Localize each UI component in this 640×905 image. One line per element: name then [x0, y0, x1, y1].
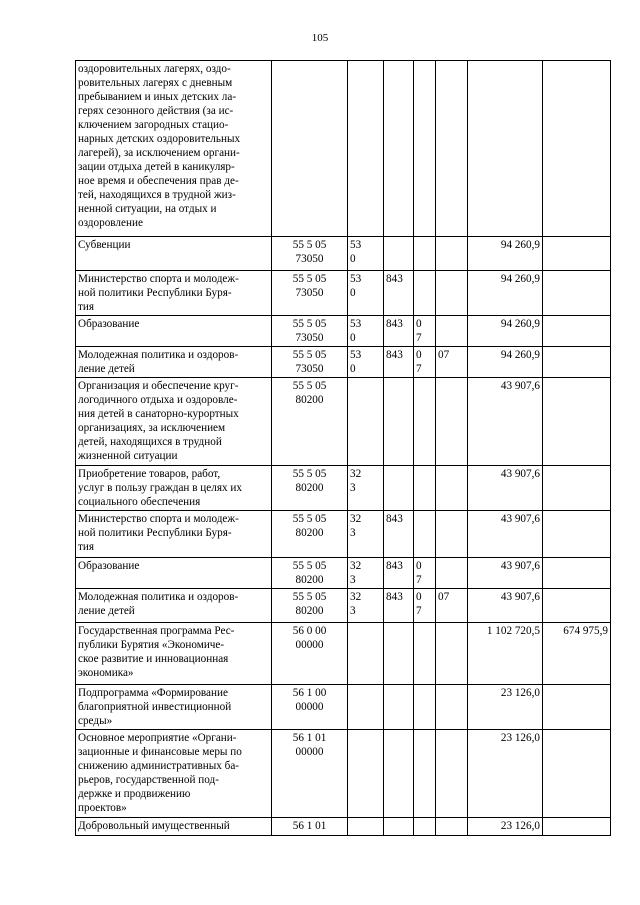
row-rz-cell [414, 685, 436, 730]
cell-line: социального обеспечения [78, 496, 201, 508]
table-row [76, 378, 611, 466]
cell-line: 55 5 05 [292, 560, 327, 572]
cell-line: пребыванием и иных детских ла- [78, 91, 237, 103]
row-sum2-cell [543, 466, 611, 511]
cell-line: 00000 [295, 701, 324, 713]
table-row [76, 685, 611, 730]
cell-line: Молодежная политика и оздоров- [78, 591, 239, 603]
row-rz-cell [414, 466, 436, 511]
row-name-cell [76, 316, 272, 347]
row-rz-cell [414, 558, 436, 589]
row-code-cell [272, 589, 348, 623]
row-pr-cell [436, 685, 468, 730]
cell-line: 53 [350, 318, 362, 330]
row-rz-cell [414, 271, 436, 316]
cell-line: Добровольный имущественный [78, 820, 230, 832]
row-rz-cell [414, 730, 436, 818]
cell-line: 7 [416, 605, 422, 617]
cell-line: 3 [350, 605, 356, 617]
row-sum2-cell [543, 558, 611, 589]
budget-table [75, 60, 611, 836]
row-sum2-cell [543, 271, 611, 316]
page-number: 105 [311, 32, 329, 44]
cell-line: 0 [416, 560, 422, 572]
cell-line: 55 5 05 [292, 318, 327, 330]
row-sum1-cell: 23 126,0 [468, 730, 543, 818]
row-sum1-cell: 94 260,9 [468, 347, 543, 378]
row-sum1-cell: 43 907,6 [468, 558, 543, 589]
row-pr-cell [436, 818, 468, 836]
row-name-cell [76, 347, 272, 378]
row-grbs-cell: 843 [384, 316, 414, 347]
row-sum1-cell: 43 907,6 [468, 511, 543, 558]
cell-line: 0 [350, 332, 356, 344]
row-name-cell [76, 61, 272, 237]
row-grbs-cell [384, 378, 414, 466]
cell-line: 3 [350, 574, 356, 586]
row-code-cell [272, 271, 348, 316]
table-row [76, 61, 611, 237]
row-sum1-cell: 23 126,0 [468, 818, 543, 836]
table-row [76, 511, 611, 558]
cell-line: 32 [350, 513, 362, 525]
row-kvr-cell [348, 623, 384, 685]
cell-line: 80200 [295, 482, 324, 494]
table-row [76, 558, 611, 589]
table-row [76, 623, 611, 685]
cell-line: 3 [350, 482, 356, 494]
row-sum2-cell [543, 378, 611, 466]
cell-line: 80200 [295, 574, 324, 586]
row-pr-cell: 07 [436, 589, 468, 623]
cell-line: 56 1 01 [292, 732, 327, 744]
row-code-cell [272, 623, 348, 685]
row-sum2-cell [543, 316, 611, 347]
row-rz-cell [414, 347, 436, 378]
row-sum2-cell [543, 61, 611, 237]
row-sum1-cell: 1 102 720,5 [468, 623, 543, 685]
cell-line: зации отдыха детей в каникуляр- [78, 161, 235, 173]
row-pr-cell [436, 466, 468, 511]
row-rz-cell [414, 818, 436, 836]
cell-line: тия [78, 301, 95, 313]
table-row [76, 237, 611, 271]
cell-line: 55 5 05 [292, 273, 327, 285]
cell-line: нарных детских оздоровительных [78, 133, 241, 145]
row-sum2-cell: 674 975,9 [543, 623, 611, 685]
row-name-cell [76, 378, 272, 466]
cell-line: 55 5 05 [292, 591, 327, 603]
row-name-cell [76, 466, 272, 511]
row-code-cell [272, 685, 348, 730]
row-kvr-cell [348, 589, 384, 623]
cell-line: лагерей), за исключением органи- [78, 147, 240, 159]
row-kvr-cell [348, 347, 384, 378]
row-code-cell [272, 237, 348, 271]
row-pr-cell [436, 316, 468, 347]
row-grbs-cell: 843 [384, 589, 414, 623]
cell-line: 0 [416, 349, 422, 361]
row-code-cell [272, 316, 348, 347]
row-sum1-cell: 23 126,0 [468, 685, 543, 730]
cell-line: рьеров, государственной под- [78, 774, 219, 786]
table-row [76, 271, 611, 316]
table-row [76, 316, 611, 347]
row-kvr-cell [348, 558, 384, 589]
cell-line: ровительных лагерях с дневным [78, 77, 233, 89]
cell-line: Образование [78, 560, 140, 572]
row-grbs-cell [384, 818, 414, 836]
cell-line: 7 [416, 332, 422, 344]
cell-line: экономика» [78, 667, 134, 679]
cell-line: 80200 [295, 527, 324, 539]
cell-line: 55 5 05 [292, 513, 327, 525]
row-kvr-cell [348, 818, 384, 836]
cell-line: ненной ситуации, на отдых и [78, 203, 217, 215]
cell-line: 55 5 05 [292, 349, 327, 361]
row-kvr-cell [348, 511, 384, 558]
cell-line: Приобретение товаров, работ, [78, 468, 221, 480]
cell-line: 00000 [295, 639, 324, 651]
cell-line: жизненной ситуации [78, 450, 178, 462]
row-grbs-cell [384, 237, 414, 271]
cell-line: Субвенции [78, 239, 131, 251]
cell-line: 7 [416, 574, 422, 586]
row-name-cell [76, 511, 272, 558]
row-rz-cell [414, 61, 436, 237]
cell-line: Министерство спорта и молодеж- [78, 513, 239, 525]
cell-line: 0 [416, 591, 422, 603]
cell-line: ление детей [78, 605, 135, 617]
row-code-cell [272, 347, 348, 378]
row-name-cell [76, 730, 272, 818]
row-grbs-cell: 843 [384, 558, 414, 589]
cell-line: герях сезонного действия (за ис- [78, 105, 234, 117]
cell-line: организациях, за исключением [78, 422, 226, 434]
row-sum1-cell: 94 260,9 [468, 316, 543, 347]
cell-line: 55 5 05 [292, 468, 327, 480]
cell-line: 55 5 05 [292, 239, 327, 251]
row-kvr-cell [348, 61, 384, 237]
row-rz-cell [414, 623, 436, 685]
cell-line: тей, находящихся в трудной жиз- [78, 189, 236, 201]
row-sum1-cell: 43 907,6 [468, 589, 543, 623]
table-row [76, 347, 611, 378]
table-row [76, 589, 611, 623]
row-grbs-cell [384, 623, 414, 685]
row-code-cell [272, 730, 348, 818]
cell-line: 55 5 05 [292, 380, 327, 392]
row-sum1-cell: 94 260,9 [468, 237, 543, 271]
row-kvr-cell [348, 316, 384, 347]
row-rz-cell [414, 589, 436, 623]
row-code-cell [272, 511, 348, 558]
cell-line: 73050 [295, 287, 324, 299]
table-row [76, 466, 611, 511]
row-pr-cell [436, 237, 468, 271]
cell-line: 73050 [295, 332, 324, 344]
cell-line: ное время и обеспечения прав де- [78, 175, 239, 187]
cell-line: 53 [350, 273, 362, 285]
row-rz-cell [414, 237, 436, 271]
cell-line: среды» [78, 715, 113, 727]
row-name-cell [76, 589, 272, 623]
row-name-cell [76, 237, 272, 271]
row-sum2-cell [543, 589, 611, 623]
row-pr-cell [436, 378, 468, 466]
row-name-cell [76, 818, 272, 836]
cell-line: 73050 [295, 363, 324, 375]
row-kvr-cell [348, 271, 384, 316]
cell-line: благоприятной инвестиционной [78, 701, 232, 713]
row-kvr-cell [348, 378, 384, 466]
row-code-cell [272, 61, 348, 237]
cell-line: Подпрограмма «Формирование [78, 687, 228, 699]
cell-line: 3 [350, 527, 356, 539]
cell-line: Государственная программа Рес- [78, 625, 235, 637]
row-code-cell [272, 466, 348, 511]
cell-line: 73050 [295, 253, 324, 265]
row-pr-cell [436, 61, 468, 237]
budget-table-body [76, 61, 611, 836]
row-sum2-cell [543, 730, 611, 818]
cell-line: ной политики Республики Буря- [78, 527, 232, 539]
row-kvr-cell [348, 685, 384, 730]
row-sum1-cell: 43 907,6 [468, 378, 543, 466]
cell-line: Образование [78, 318, 140, 330]
cell-line: Министерство спорта и молодеж- [78, 273, 239, 285]
cell-line: Молодежная политика и оздоров- [78, 349, 239, 361]
cell-line: держке и продвижению [78, 788, 191, 800]
cell-line: Основное мероприятие «Органи- [78, 732, 237, 744]
table-row [76, 730, 611, 818]
row-kvr-cell [348, 730, 384, 818]
cell-line: ния детей в санаторно-курортных [78, 408, 239, 420]
cell-line: 0 [416, 318, 422, 330]
cell-line: оздоровительных лагерях, оздо- [78, 63, 231, 75]
cell-line: Организация и обеспечение круг- [78, 380, 239, 392]
cell-line: оздоровление [78, 217, 143, 229]
row-sum1-cell [468, 61, 543, 237]
row-sum2-cell [543, 347, 611, 378]
cell-line: услуг в пользу граждан в целях их [78, 482, 242, 494]
row-pr-cell [436, 511, 468, 558]
cell-line: ское развитие и инновационная [78, 653, 229, 665]
cell-line: ключением загородных стацио- [78, 119, 229, 131]
row-kvr-cell [348, 466, 384, 511]
cell-line: 0 [350, 287, 356, 299]
cell-line: ление детей [78, 363, 135, 375]
cell-line: снижению административных ба- [78, 760, 240, 772]
cell-line: 56 1 00 [292, 687, 327, 699]
cell-line: 56 0 00 [292, 625, 327, 637]
row-grbs-cell: 843 [384, 347, 414, 378]
row-sum2-cell [543, 818, 611, 836]
cell-line: 00000 [295, 746, 324, 758]
row-pr-cell [436, 730, 468, 818]
row-sum2-cell [543, 237, 611, 271]
row-sum2-cell [543, 511, 611, 558]
row-grbs-cell: 843 [384, 511, 414, 558]
cell-line: детей, находящихся в трудной [78, 436, 222, 448]
row-name-cell [76, 623, 272, 685]
cell-line: 7 [416, 363, 422, 375]
cell-line: тия [78, 541, 95, 553]
row-sum1-cell: 43 907,6 [468, 466, 543, 511]
row-grbs-cell: 843 [384, 271, 414, 316]
row-pr-cell: 07 [436, 347, 468, 378]
row-pr-cell [436, 623, 468, 685]
cell-line: 56 1 01 [292, 820, 327, 832]
row-grbs-cell [384, 730, 414, 818]
row-code-cell [272, 378, 348, 466]
row-grbs-cell [384, 685, 414, 730]
row-sum1-cell: 94 260,9 [468, 271, 543, 316]
row-rz-cell [414, 378, 436, 466]
cell-line: 32 [350, 560, 362, 572]
cell-line: 0 [350, 253, 356, 265]
cell-line: публики Бурятия «Экономиче- [78, 639, 225, 651]
row-name-cell [76, 685, 272, 730]
cell-line: 53 [350, 349, 362, 361]
cell-line: 0 [350, 363, 356, 375]
table-row [76, 818, 611, 836]
cell-line: логодичного отдыха и оздоровле- [78, 394, 238, 406]
row-grbs-cell [384, 466, 414, 511]
row-grbs-cell [384, 61, 414, 237]
cell-line: 53 [350, 239, 362, 251]
row-rz-cell [414, 316, 436, 347]
cell-line: проектов» [78, 802, 127, 814]
row-code-cell [272, 558, 348, 589]
row-rz-cell [414, 511, 436, 558]
cell-line: 32 [350, 468, 362, 480]
cell-line: 32 [350, 591, 362, 603]
row-pr-cell [436, 558, 468, 589]
cell-line: 80200 [295, 605, 324, 617]
row-code-cell [272, 818, 348, 836]
row-name-cell [76, 271, 272, 316]
row-pr-cell [436, 271, 468, 316]
cell-line: зационные и финансовые меры по [78, 746, 242, 758]
row-sum2-cell [543, 685, 611, 730]
cell-line: ной политики Республики Буря- [78, 287, 232, 299]
cell-line: 80200 [295, 394, 324, 406]
row-kvr-cell [348, 237, 384, 271]
row-name-cell [76, 558, 272, 589]
